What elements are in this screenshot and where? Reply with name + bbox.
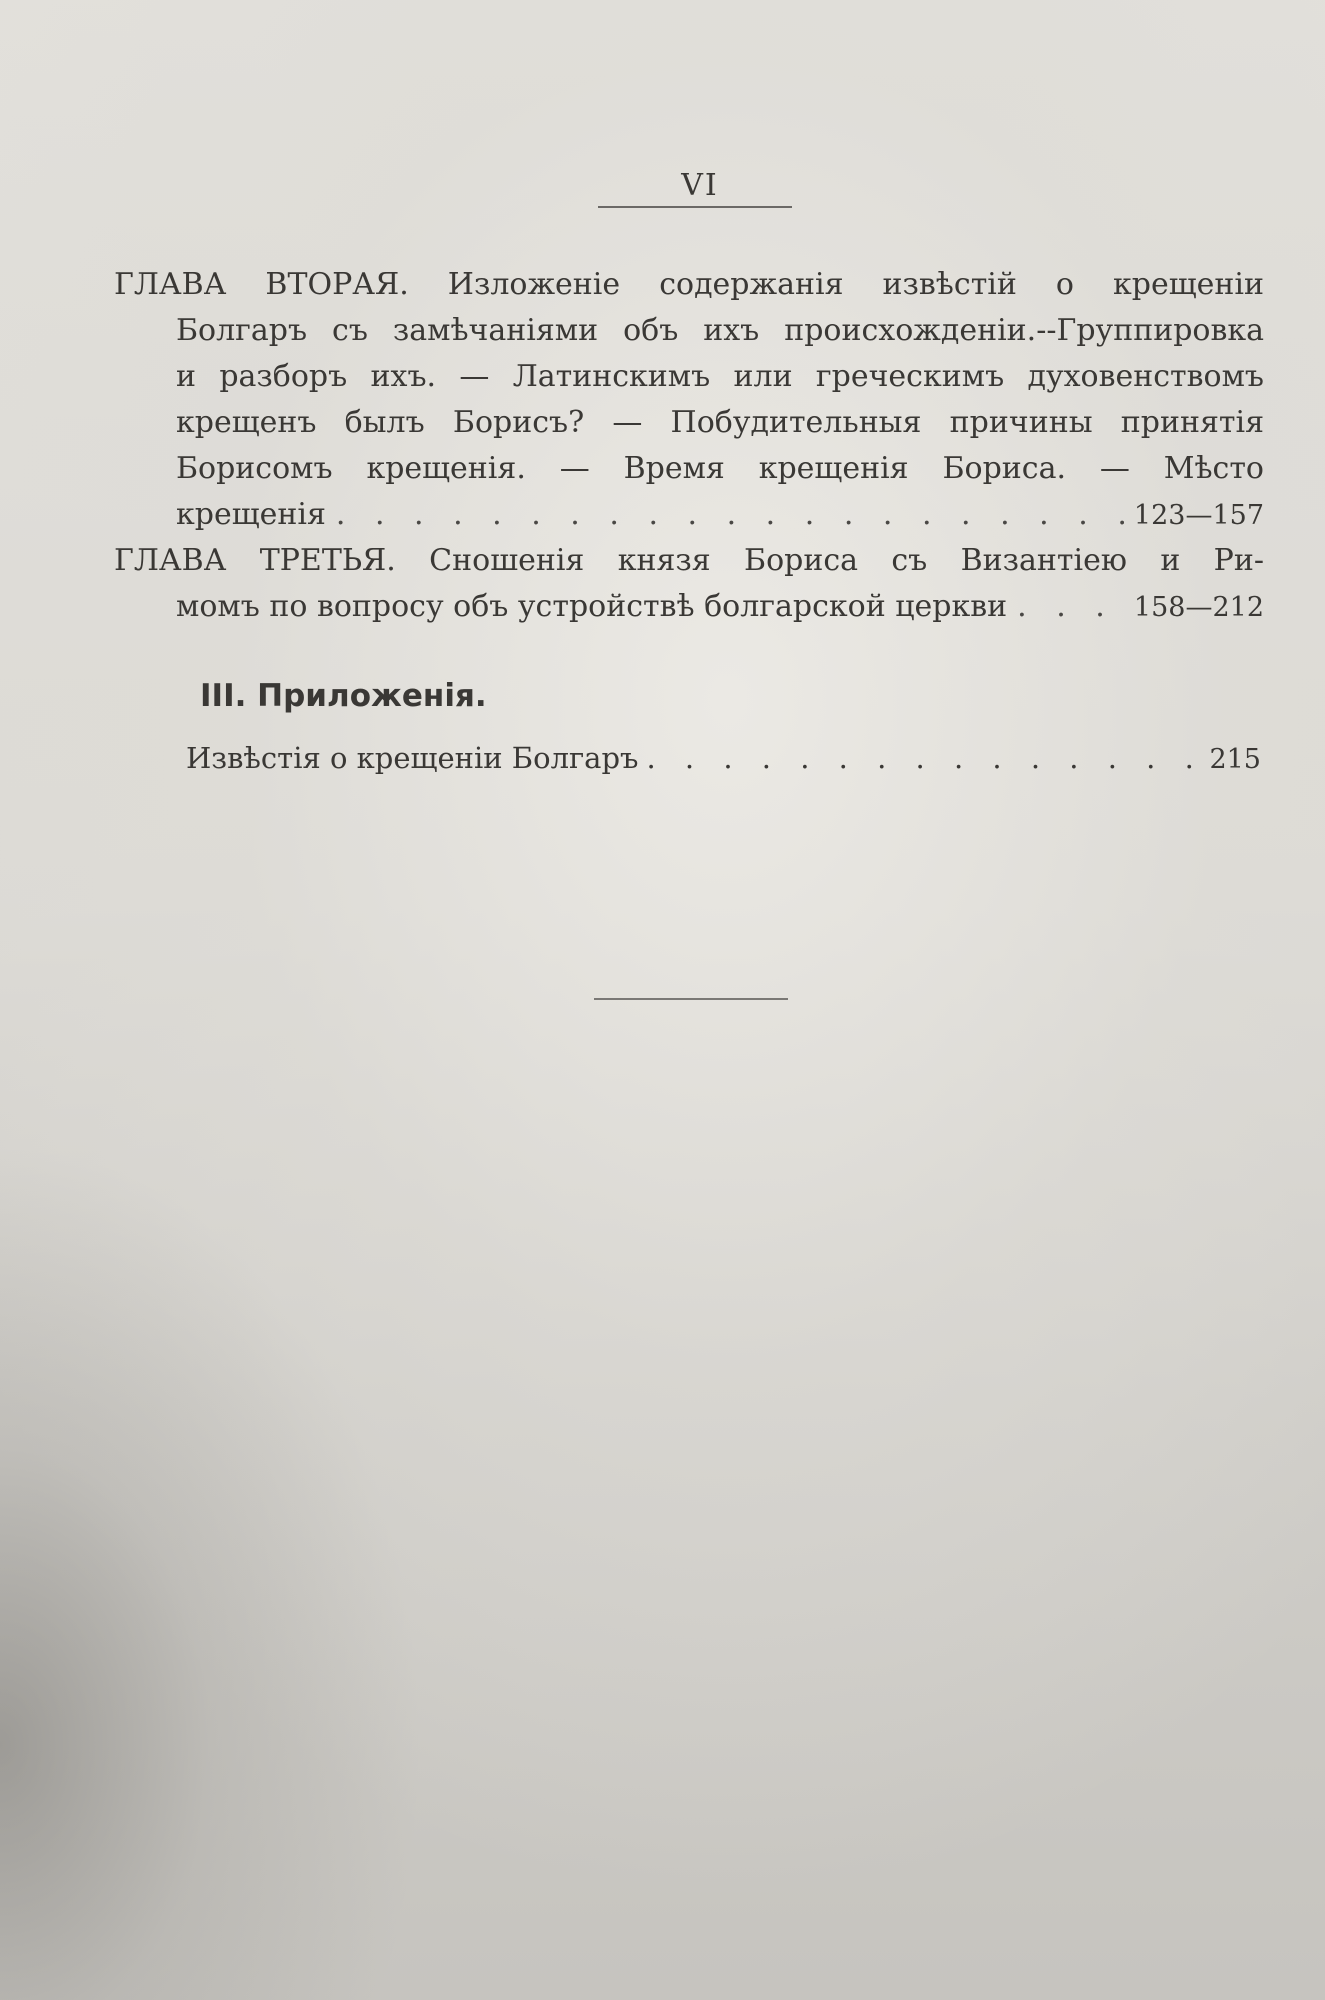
toc-line: ГЛАВА ТРЕТЬЯ. Сношенія князя Бориса съ Византіею и Ри- (114, 543, 1264, 578)
toc-line: крещенія (176, 497, 326, 532)
page-range: 158—212 (1133, 592, 1264, 623)
toc-line: Борисомъ крещенія. — Время крещенія Бориса. — Мѣсто (176, 451, 1264, 486)
toc-entry-appendix (186, 736, 1261, 782)
top-rule (598, 206, 792, 208)
dot-leader (1017, 584, 1124, 630)
toc-line: крещенъ былъ Борисъ? — Побудительныя причины принятія (176, 405, 1264, 440)
toc-line: Извѣстія о крещеніи Болгаръ (186, 741, 639, 775)
toc-leader-line (114, 492, 1264, 539)
bottom-rule (594, 998, 788, 1000)
page-range: 123—157 (1133, 500, 1264, 531)
toc-line: Болгаръ съ замѣчаніями объ ихъ происхожденіи.--Группировка (176, 313, 1264, 348)
toc-entry-chapter-3 (114, 538, 1264, 631)
page-shadow (0, 1150, 520, 2000)
dot-leader (647, 736, 1194, 780)
toc-leader-line (114, 584, 1264, 631)
section-title-appendix: III. Приложенія. (200, 678, 487, 714)
toc-line: и разборъ ихъ. — Латинскимъ или греческимъ духовенствомъ (176, 359, 1264, 394)
dot-leader (336, 492, 1124, 538)
toc-line: момъ по вопросу объ устройствѣ болгарской церкви (176, 589, 1008, 624)
page-range: 215 (1209, 744, 1261, 775)
toc-entry-chapter-2 (114, 262, 1264, 539)
toc-line: ГЛАВА ВТОРАЯ. Изложеніе содержанія извѣстій о крещеніи (114, 267, 1264, 302)
page-number: VI (681, 168, 719, 203)
